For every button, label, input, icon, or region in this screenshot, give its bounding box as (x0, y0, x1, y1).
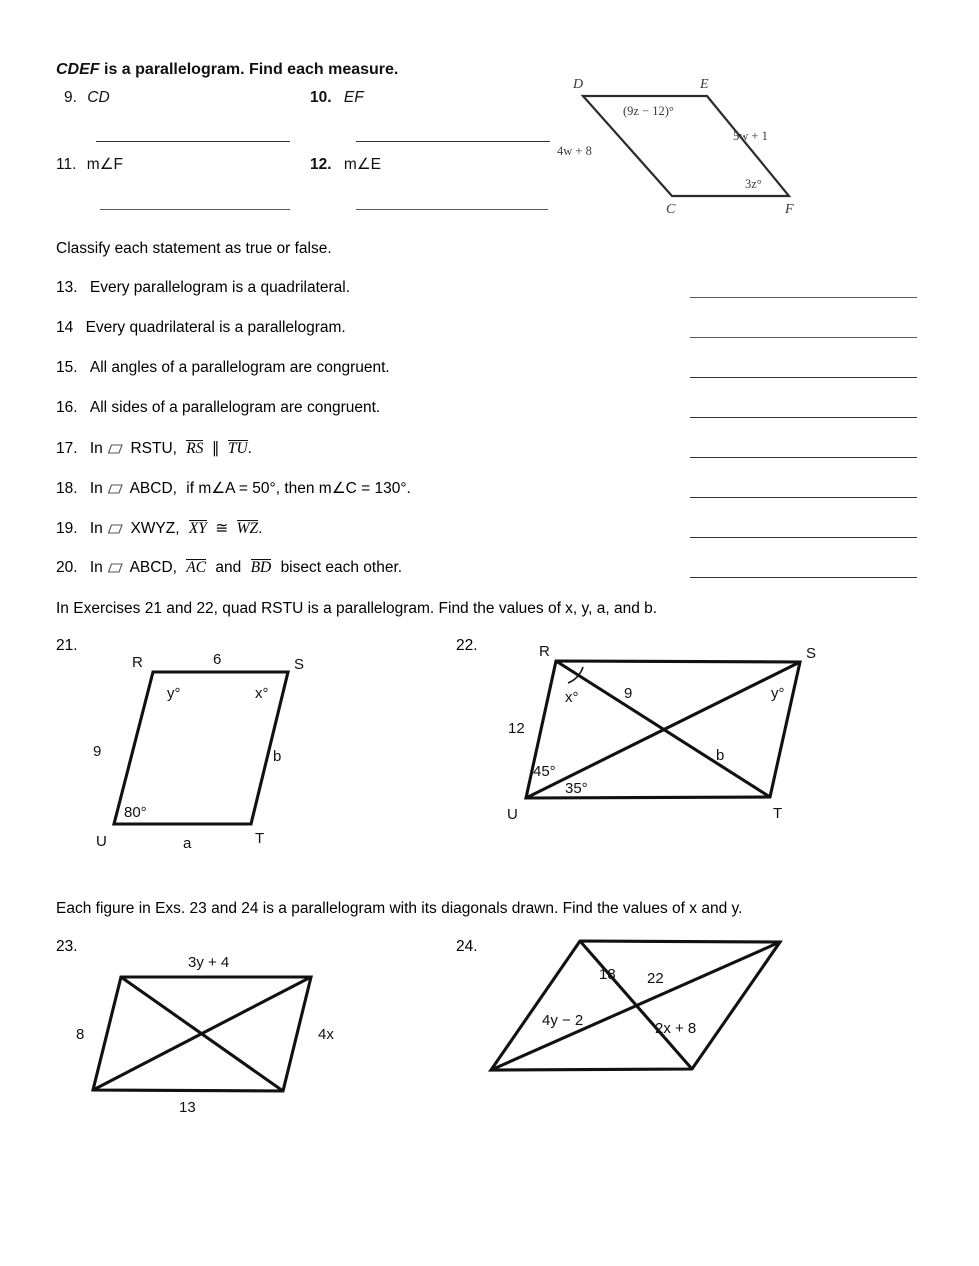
answer-blank-9[interactable] (96, 141, 290, 142)
figure-22-label-diag-lower: b (716, 747, 725, 764)
item-9-number: 9. (64, 89, 77, 106)
tf-item-16-number: 16. (56, 399, 78, 416)
figure-21-label-right: b (273, 748, 282, 765)
tf-item-16-text: All sides of a parallelogram are congruent. (89, 399, 381, 416)
figure-22-svg (495, 645, 835, 835)
tf-answer-blank-14[interactable] (690, 337, 917, 338)
figure-24-label-22: 22 (647, 970, 664, 987)
tf-item-17-segment-1: RS (186, 440, 204, 457)
tf-item-17-suffix: . (247, 440, 252, 457)
vertex-label-c: C (666, 202, 676, 217)
item-11 (56, 155, 123, 174)
figure-23-label-bottom: 13 (179, 1099, 196, 1116)
item-11-label: m∠F (86, 156, 123, 173)
tf-item-14-text: Every quadrilateral is a parallelogram. (85, 319, 346, 336)
tf-answer-blank-20[interactable] (690, 577, 917, 578)
figure-23-label-top: 3y + 4 (188, 954, 230, 971)
tf-item-19-suffix: . (258, 520, 263, 537)
page-title-rest: is a parallelogram. Find each measure. (99, 61, 399, 78)
tf-item-19-segment-1: XY (188, 520, 207, 537)
figure-cdef-svg (555, 60, 825, 220)
tf-item-15 (56, 359, 390, 377)
parallelogram-icon (108, 484, 123, 494)
figure-23-svg (70, 940, 360, 1120)
figure-22 (495, 645, 835, 835)
tf-item-19-number: 19. (56, 520, 78, 537)
figure-22-vertex-r: R (539, 643, 550, 660)
tf-answer-blank-18[interactable] (690, 497, 917, 498)
item-12-label: m∠E (343, 156, 382, 173)
parallelogram-icon (108, 524, 123, 534)
tf-item-16 (56, 399, 380, 417)
figure-22-angle-s: y° (771, 685, 785, 702)
tf-item-13-text: Every parallelogram is a quadrilateral. (89, 279, 351, 296)
answer-blank-12[interactable] (356, 209, 548, 210)
instruction-21-22: In Exercises 21 and 22, quad RSTU is a parallelogram. Find the values of x, y, a, and b. (56, 600, 658, 617)
figure-24 (480, 930, 810, 1090)
figure-21-vertex-s: S (294, 656, 305, 673)
answer-blank-11[interactable] (100, 209, 290, 210)
tf-item-19-segment-2: WZ (236, 520, 259, 537)
item-12 (310, 155, 381, 174)
figure-21-vertex-t: T (255, 830, 265, 847)
tf-item-20-suffix: bisect each other. (280, 559, 403, 576)
figure-24-svg (480, 930, 810, 1090)
label-angle-f: 3z° (745, 177, 762, 191)
figure-21-vertex-r: R (132, 654, 143, 671)
figure-21-label-top: 6 (213, 651, 222, 668)
figure-21-angle-r: y° (167, 685, 181, 702)
figure-22-vertex-t: T (773, 805, 783, 822)
figure-22-label-diag-upper: 9 (624, 685, 633, 702)
figure-24-number: 24. (456, 938, 478, 955)
figure-23 (70, 940, 360, 1120)
tf-item-17-segment-2: TU (227, 440, 248, 457)
item-12-number: 12. (310, 156, 332, 173)
tf-answer-blank-13[interactable] (690, 297, 917, 298)
figure-21-angle-s: x° (255, 685, 269, 702)
tf-answer-blank-19[interactable] (690, 537, 917, 538)
figure-24-label-18: 18 (599, 966, 616, 983)
tf-item-13 (56, 279, 350, 297)
tf-item-19-prefix: In (89, 520, 103, 537)
tf-item-18 (56, 479, 411, 498)
figure-24-label-2x: 2x + 8 (655, 1020, 697, 1037)
tf-item-17 (56, 439, 252, 458)
figure-22-vertex-u: U (507, 806, 518, 823)
tf-answer-blank-17[interactable] (690, 457, 917, 458)
tf-item-18-tail: if m∠A = 50°, then m∠C = 130°. (186, 480, 411, 497)
label-angle-e: (9z − 12)° (623, 104, 674, 118)
figure-21 (70, 645, 350, 860)
figure-21-angle-u: 80° (124, 804, 147, 821)
tf-answer-blank-15[interactable] (690, 377, 917, 378)
figure-22-number: 22. (456, 637, 478, 654)
figure-23-number: 23. (56, 938, 78, 955)
tf-item-19 (56, 519, 262, 538)
figure-24-label-4y: 4y − 2 (542, 1012, 584, 1029)
figure-cdef (555, 60, 825, 220)
tf-item-20-segment-1: AC (186, 559, 207, 576)
item-10-label: EF (343, 89, 364, 106)
instruction-23-24: Each figure in Exs. 23 and 24 is a parallelogram with its diagonals drawn. Find the values of x and y. (56, 900, 743, 917)
figure-21-vertex-u: U (96, 833, 107, 850)
tf-item-20-name: ABCD, (129, 559, 177, 576)
tf-item-14-number: 14 (56, 319, 74, 336)
tf-item-13-number: 13. (56, 279, 78, 296)
parallelogram-icon (108, 563, 123, 573)
tf-item-19-name: XWYZ, (130, 520, 180, 537)
tf-item-18-name: ABCD, (129, 480, 177, 497)
tf-item-19-relation: ≅ (215, 520, 229, 537)
figure-21-label-bottom: a (183, 835, 192, 852)
tf-item-17-relation: ∥ (211, 440, 220, 457)
item-11-number: 11. (56, 156, 77, 173)
vertex-label-f: F (785, 202, 794, 217)
tf-item-18-prefix: In (89, 480, 103, 497)
figure-22-angle-u2: 35° (565, 780, 588, 797)
label-side-ef: 5w + 1 (733, 129, 768, 143)
tf-item-20-relation: and (215, 559, 242, 576)
tf-item-17-number: 17. (56, 440, 78, 457)
tf-item-14 (56, 319, 346, 337)
item-10-number: 10. (310, 89, 332, 106)
figure-22-vertex-s: S (806, 645, 817, 662)
vertex-label-e: E (700, 77, 709, 92)
item-9 (64, 88, 110, 107)
label-side-dc: 4w + 8 (557, 144, 592, 158)
item-10 (310, 88, 364, 107)
figure-22-angle-u1: 45° (533, 763, 556, 780)
item-9-label: CD (87, 89, 110, 106)
figure-22-angle-r: x° (565, 689, 579, 706)
tf-item-20-prefix: In (89, 559, 103, 576)
figure-22-label-left: 12 (508, 720, 525, 737)
tf-item-15-text: All angles of a parallelogram are congruent. (89, 359, 390, 376)
figure-21-svg (70, 645, 350, 860)
parallelogram-icon (108, 444, 123, 454)
tf-item-17-prefix: In (89, 440, 103, 457)
tf-item-20-segment-2: BD (250, 559, 272, 576)
figure-21-label-left: 9 (93, 743, 102, 760)
tf-item-15-number: 15. (56, 359, 78, 376)
page-title-italic: CDEF (56, 61, 100, 78)
tf-item-20-number: 20. (56, 559, 78, 576)
tf-item-20 (56, 559, 402, 577)
figure-23-label-left: 8 (76, 1026, 85, 1043)
classify-instruction: Classify each statement as true or false. (56, 240, 332, 257)
tf-item-17-name: RSTU, (130, 440, 177, 457)
vertex-label-d: D (573, 77, 584, 92)
figure-21-number: 21. (56, 637, 78, 654)
figure-23-label-right: 4x (318, 1026, 334, 1043)
page-title (56, 60, 398, 80)
tf-item-18-number: 18. (56, 480, 78, 497)
tf-answer-blank-16[interactable] (690, 417, 917, 418)
answer-blank-10[interactable] (356, 141, 550, 142)
